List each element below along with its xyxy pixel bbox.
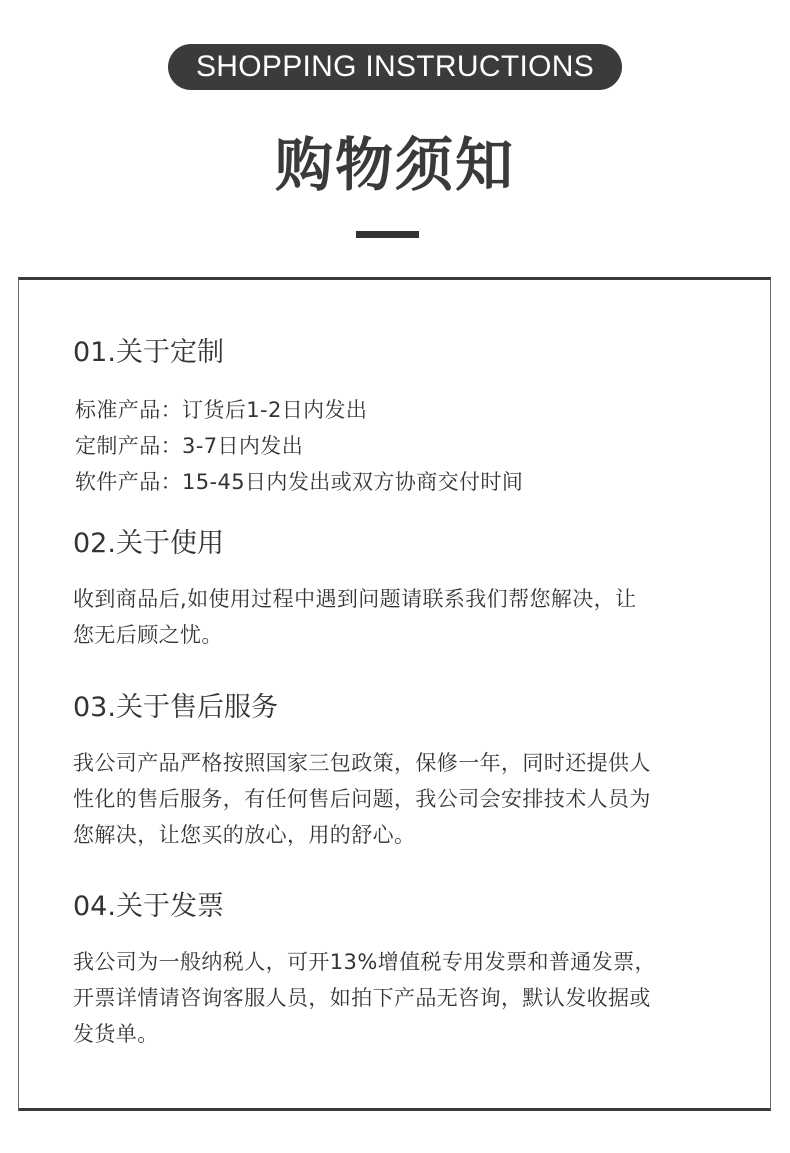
title-underline (356, 231, 419, 238)
header-badge: SHOPPING INSTRUCTIONS (168, 44, 622, 90)
instructions-card (18, 277, 771, 1111)
section-line: 发货单。 (73, 1022, 159, 1046)
section-line: 开票详情请咨询客服人员，如拍下产品无咨询，默认发收据或 (73, 986, 651, 1010)
section-invoice (73, 890, 656, 1052)
page-title: 购物须知 (274, 131, 515, 199)
section-customization (73, 336, 523, 500)
section-heading: 01.关于定制 (73, 337, 224, 368)
section-line: 我公司为一般纳税人，可开13%增值税专用发票和普通发票， (73, 950, 656, 974)
section-line: 您无后顾之忧。 (73, 623, 223, 647)
section-heading: 02.关于使用 (73, 528, 224, 559)
section-usage (73, 527, 636, 653)
section-line: 您解决，让您买的放心，用的舒心。 (73, 823, 416, 847)
section-line: 我公司产品严格按照国家三包政策，保修一年，同时还提供人 (73, 751, 651, 775)
section-line: 定制产品：3-7日内发出 (75, 434, 304, 458)
section-heading: 03.关于售后服务 (73, 692, 278, 723)
section-after-sales (73, 691, 651, 853)
section-line: 收到商品后,如使用过程中遇到问题请联系我们帮您解决，让 (73, 587, 637, 611)
section-line: 性化的售后服务，有任何售后问题，我公司会安排技术人员为 (73, 787, 651, 811)
section-line: 标准产品：订货后1-2日内发出 (75, 398, 368, 422)
section-line: 软件产品：15-45日内发出或双方协商交付时间 (75, 470, 524, 494)
section-heading: 04.关于发票 (73, 891, 224, 922)
